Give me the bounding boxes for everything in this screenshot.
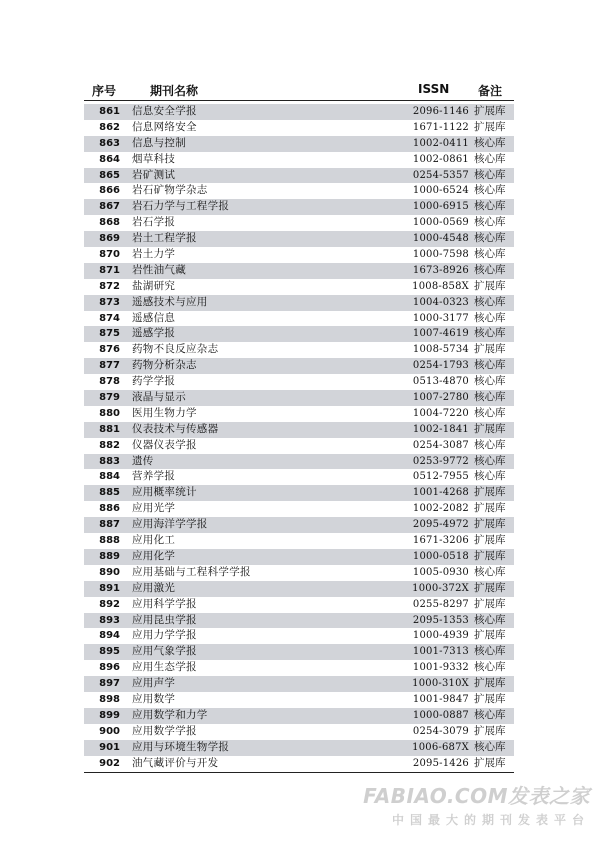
note-cell: 扩展库 <box>474 518 506 531</box>
journal-name-cell: 应用化学 <box>132 549 176 562</box>
serial-number-cell: 875 <box>99 328 120 340</box>
table-row <box>84 374 514 390</box>
table-row <box>84 422 514 438</box>
table-row <box>84 104 514 120</box>
issn-cell: 1002-0861 <box>412 153 469 165</box>
serial-number-cell: 863 <box>99 137 120 149</box>
journal-name-cell: 营养学报 <box>132 470 176 483</box>
issn-cell: 1008-858X <box>412 280 469 292</box>
journal-name-cell: 应用昆虫学报 <box>132 613 197 626</box>
issn-cell: 1000-3177 <box>412 312 469 324</box>
header-issn: ISSN <box>418 82 450 96</box>
issn-cell: 0512-7955 <box>412 471 469 483</box>
issn-cell: 1673-8926 <box>412 264 469 276</box>
serial-number-cell: 878 <box>99 376 120 388</box>
note-cell: 核心库 <box>474 613 506 626</box>
table-row <box>84 358 514 374</box>
serial-number-cell: 889 <box>99 550 120 562</box>
journal-name-cell: 盐湖研究 <box>132 279 176 292</box>
serial-number-cell: 892 <box>99 598 120 610</box>
table-row <box>84 708 514 724</box>
note-cell: 扩展库 <box>474 629 506 642</box>
issn-cell: 2095-4972 <box>412 519 469 531</box>
serial-number-cell: 881 <box>99 423 120 435</box>
journal-name-cell: 岩石矿物学杂志 <box>132 184 208 197</box>
issn-cell: 1000-4548 <box>412 233 469 245</box>
table-row <box>84 581 514 597</box>
issn-cell: 1002-2082 <box>412 503 469 515</box>
table-row <box>84 215 514 231</box>
note-cell: 扩展库 <box>474 120 506 133</box>
table-header <box>84 78 514 100</box>
issn-cell: 1006-687X <box>412 741 469 753</box>
serial-number-cell: 887 <box>99 519 120 531</box>
serial-number-cell: 872 <box>99 280 120 292</box>
serial-number-cell: 867 <box>99 201 120 213</box>
serial-number-cell: 870 <box>99 249 120 261</box>
table-row <box>84 485 514 501</box>
table-row <box>84 295 514 311</box>
serial-number-cell: 900 <box>99 725 120 737</box>
note-cell: 核心库 <box>474 470 506 483</box>
journal-table <box>84 104 514 771</box>
note-cell: 核心库 <box>474 565 506 578</box>
table-row <box>84 724 514 740</box>
header-serial-number: 序号 <box>92 84 117 98</box>
note-cell: 扩展库 <box>474 724 506 737</box>
note-cell: 核心库 <box>474 184 506 197</box>
table-row <box>84 247 514 263</box>
issn-cell: 0254-3087 <box>412 439 469 451</box>
note-cell: 扩展库 <box>474 581 506 594</box>
note-cell: 核心库 <box>474 263 506 276</box>
note-cell: 核心库 <box>474 740 506 753</box>
issn-cell: 2095-1353 <box>412 614 469 626</box>
journal-name-cell: 应用化工 <box>132 534 176 547</box>
serial-number-cell: 884 <box>99 471 120 483</box>
serial-number-cell: 886 <box>99 503 120 515</box>
serial-number-cell: 879 <box>99 392 120 404</box>
table-row <box>84 676 514 692</box>
serial-number-cell: 862 <box>99 121 120 133</box>
journal-name-cell: 应用数学和力学 <box>132 708 208 721</box>
note-cell: 核心库 <box>474 168 506 181</box>
table-row <box>84 756 514 772</box>
table-row <box>84 406 514 422</box>
note-cell: 核心库 <box>474 645 506 658</box>
serial-number-cell: 895 <box>99 646 120 658</box>
journal-name-cell: 应用科学学报 <box>132 597 197 610</box>
table-row <box>84 660 514 676</box>
watermark-slogan: 中国最大的期刊发表平台 <box>391 813 590 827</box>
journal-name-cell: 岩土力学 <box>132 248 176 261</box>
journal-name-cell: 应用激光 <box>132 581 176 594</box>
journal-name-cell: 仪器仪表学报 <box>132 438 197 451</box>
journal-name-cell: 遥感学报 <box>132 327 176 340</box>
journal-name-cell: 遥感技术与应用 <box>132 295 208 308</box>
issn-cell: 1005-0930 <box>412 566 469 578</box>
note-cell: 扩展库 <box>474 549 506 562</box>
table-row <box>84 231 514 247</box>
journal-name-cell: 应用数学学报 <box>132 724 197 737</box>
serial-number-cell: 869 <box>99 233 120 245</box>
serial-number-cell: 896 <box>99 662 120 674</box>
note-cell: 核心库 <box>474 375 506 388</box>
serial-number-cell: 873 <box>99 296 120 308</box>
issn-cell: 0253-9772 <box>412 455 469 467</box>
header-note: 备注 <box>478 84 503 98</box>
serial-number-cell: 883 <box>99 455 120 467</box>
note-cell: 扩展库 <box>474 422 506 435</box>
journal-name-cell: 岩性油气藏 <box>132 263 186 276</box>
journal-name-cell: 医用生物力学 <box>132 406 197 419</box>
serial-number-cell: 902 <box>99 757 120 769</box>
serial-number-cell: 882 <box>99 439 120 451</box>
table-row <box>84 454 514 470</box>
issn-cell: 1008-5734 <box>412 344 469 356</box>
issn-cell: 1002-1841 <box>412 423 469 435</box>
note-cell: 核心库 <box>474 438 506 451</box>
note-cell: 核心库 <box>474 359 506 372</box>
serial-number-cell: 891 <box>99 582 120 594</box>
table-row <box>84 183 514 199</box>
serial-number-cell: 901 <box>99 741 120 753</box>
table-row <box>84 263 514 279</box>
table-row <box>84 342 514 358</box>
journal-name-cell: 应用海洋学学报 <box>132 518 208 531</box>
issn-cell: 1000-6915 <box>412 201 469 213</box>
issn-cell: 1007-2780 <box>412 392 469 404</box>
issn-cell: 1001-9847 <box>412 693 469 705</box>
note-cell: 扩展库 <box>474 105 506 117</box>
issn-cell: 1000-0518 <box>412 550 469 562</box>
table-row <box>84 597 514 613</box>
journal-name-cell: 信息安全学报 <box>132 105 197 117</box>
serial-number-cell: 885 <box>99 487 120 499</box>
table-row <box>84 740 514 756</box>
journal-name-cell: 应用基础与工程科学学报 <box>132 565 251 578</box>
journal-name-cell: 遥感信息 <box>132 311 176 324</box>
serial-number-cell: 898 <box>99 693 120 705</box>
note-cell: 核心库 <box>474 661 506 674</box>
table-row <box>84 326 514 342</box>
note-cell: 核心库 <box>474 708 506 721</box>
journal-name-cell: 信息网络安全 <box>132 120 197 133</box>
journal-name-cell: 应用与环境生物学报 <box>132 740 230 753</box>
issn-cell: 1007-4619 <box>412 328 469 340</box>
issn-cell: 1000-0887 <box>412 709 469 721</box>
serial-number-cell: 864 <box>99 153 120 165</box>
table-row <box>84 199 514 215</box>
journal-name-cell: 应用数学 <box>132 692 176 705</box>
serial-number-cell: 897 <box>99 678 120 690</box>
note-cell: 核心库 <box>474 454 506 467</box>
table-row <box>84 517 514 533</box>
journal-name-cell: 药物不良反应杂志 <box>132 343 219 356</box>
journal-name-cell: 岩矿测试 <box>132 168 176 181</box>
table-row <box>84 628 514 644</box>
serial-number-cell: 888 <box>99 535 120 547</box>
serial-number-cell: 871 <box>99 264 120 276</box>
serial-number-cell: 893 <box>99 614 120 626</box>
note-cell: 扩展库 <box>474 756 506 769</box>
header-journal-name: 期刊名称 <box>150 84 199 98</box>
serial-number-cell: 868 <box>99 217 120 229</box>
serial-number-cell: 876 <box>99 344 120 356</box>
issn-cell: 1671-3206 <box>412 535 469 547</box>
issn-cell: 2095-1426 <box>412 757 469 769</box>
table-row <box>84 311 514 327</box>
note-cell: 核心库 <box>474 311 506 324</box>
note-cell: 扩展库 <box>474 486 506 499</box>
serial-number-cell: 880 <box>99 407 120 419</box>
table-row <box>84 613 514 629</box>
watermark-brand: FABIAO.COM发表之家 <box>363 784 590 808</box>
table-row <box>84 533 514 549</box>
serial-number-cell: 874 <box>99 312 120 324</box>
note-cell: 扩展库 <box>474 343 506 356</box>
table-row <box>84 549 514 565</box>
serial-number-cell: 894 <box>99 630 120 642</box>
table-row <box>84 136 514 152</box>
issn-cell: 1001-7313 <box>412 646 469 658</box>
note-cell: 扩展库 <box>474 279 506 292</box>
table-row <box>84 390 514 406</box>
serial-number-cell: 877 <box>99 360 120 372</box>
serial-number-cell: 861 <box>99 106 120 117</box>
table-row <box>84 692 514 708</box>
header-rule <box>84 100 514 101</box>
issn-cell: 1001-4268 <box>412 487 469 499</box>
table-row <box>84 152 514 168</box>
table-row <box>84 565 514 581</box>
issn-cell: 0254-3079 <box>412 725 469 737</box>
journal-name-cell: 油气藏评价与开发 <box>132 756 219 769</box>
note-cell: 核心库 <box>474 391 506 404</box>
journal-name-cell: 仪表技术与传感器 <box>132 422 219 435</box>
note-cell: 核心库 <box>474 232 506 245</box>
journal-name-cell: 烟草科技 <box>132 152 176 165</box>
note-cell: 扩展库 <box>474 692 506 705</box>
table-row <box>84 279 514 295</box>
issn-cell: 1001-9332 <box>412 662 469 674</box>
note-cell: 扩展库 <box>474 534 506 547</box>
issn-cell: 0254-5357 <box>412 169 469 181</box>
table-bottom-rule <box>84 772 514 773</box>
journal-name-cell: 应用生态学报 <box>132 661 197 674</box>
table-row <box>84 469 514 485</box>
note-cell: 核心库 <box>474 248 506 261</box>
journal-name-cell: 应用光学 <box>132 502 176 515</box>
issn-cell: 1002-0411 <box>412 137 469 149</box>
note-cell: 核心库 <box>474 406 506 419</box>
table-row <box>84 644 514 660</box>
note-cell: 核心库 <box>474 216 506 229</box>
issn-cell: 1000-7598 <box>412 249 469 261</box>
note-cell: 核心库 <box>474 136 506 149</box>
serial-number-cell: 865 <box>99 169 120 181</box>
journal-name-cell: 岩石力学与工程学报 <box>132 200 230 213</box>
issn-cell: 1000-6524 <box>412 185 469 197</box>
table-row <box>84 438 514 454</box>
journal-name-cell: 应用气象学报 <box>132 645 197 658</box>
note-cell: 核心库 <box>474 295 506 308</box>
table-row <box>84 168 514 184</box>
table-row <box>84 501 514 517</box>
issn-cell: 1004-0323 <box>412 296 469 308</box>
note-cell: 核心库 <box>474 152 506 165</box>
issn-cell: 1000-4939 <box>412 630 469 642</box>
issn-cell: 0254-1793 <box>412 360 469 372</box>
note-cell: 扩展库 <box>474 502 506 515</box>
journal-name-cell: 药物分析杂志 <box>132 359 197 372</box>
journal-name-cell: 液晶与显示 <box>132 391 186 404</box>
note-cell: 核心库 <box>474 327 506 340</box>
issn-cell: 1004-7220 <box>412 407 469 419</box>
journal-name-cell: 岩土工程学报 <box>132 232 197 245</box>
journal-name-cell: 药学学报 <box>132 375 176 388</box>
journal-name-cell: 应用力学学报 <box>132 629 197 642</box>
issn-cell: 1000-0569 <box>412 217 469 229</box>
issn-cell: 1671-1122 <box>412 121 469 133</box>
note-cell: 核心库 <box>474 200 506 213</box>
journal-name-cell: 应用概率统计 <box>132 486 197 499</box>
journal-name-cell: 信息与控制 <box>132 136 186 149</box>
serial-number-cell: 890 <box>99 566 120 578</box>
table-row <box>84 120 514 136</box>
issn-cell: 2096-1146 <box>412 106 469 117</box>
journal-name-cell: 应用声学 <box>132 677 176 690</box>
serial-number-cell: 866 <box>99 185 120 197</box>
note-cell: 扩展库 <box>474 677 506 690</box>
issn-cell: 1000-310X <box>412 678 469 690</box>
serial-number-cell: 899 <box>99 709 120 721</box>
journal-name-cell: 岩石学报 <box>132 216 176 229</box>
issn-cell: 0255-8297 <box>412 598 469 610</box>
issn-cell: 1000-372X <box>412 582 469 594</box>
journal-name-cell: 遗传 <box>132 454 154 467</box>
issn-cell: 0513-4870 <box>412 376 469 388</box>
note-cell: 扩展库 <box>474 597 506 610</box>
watermark <box>350 780 590 830</box>
